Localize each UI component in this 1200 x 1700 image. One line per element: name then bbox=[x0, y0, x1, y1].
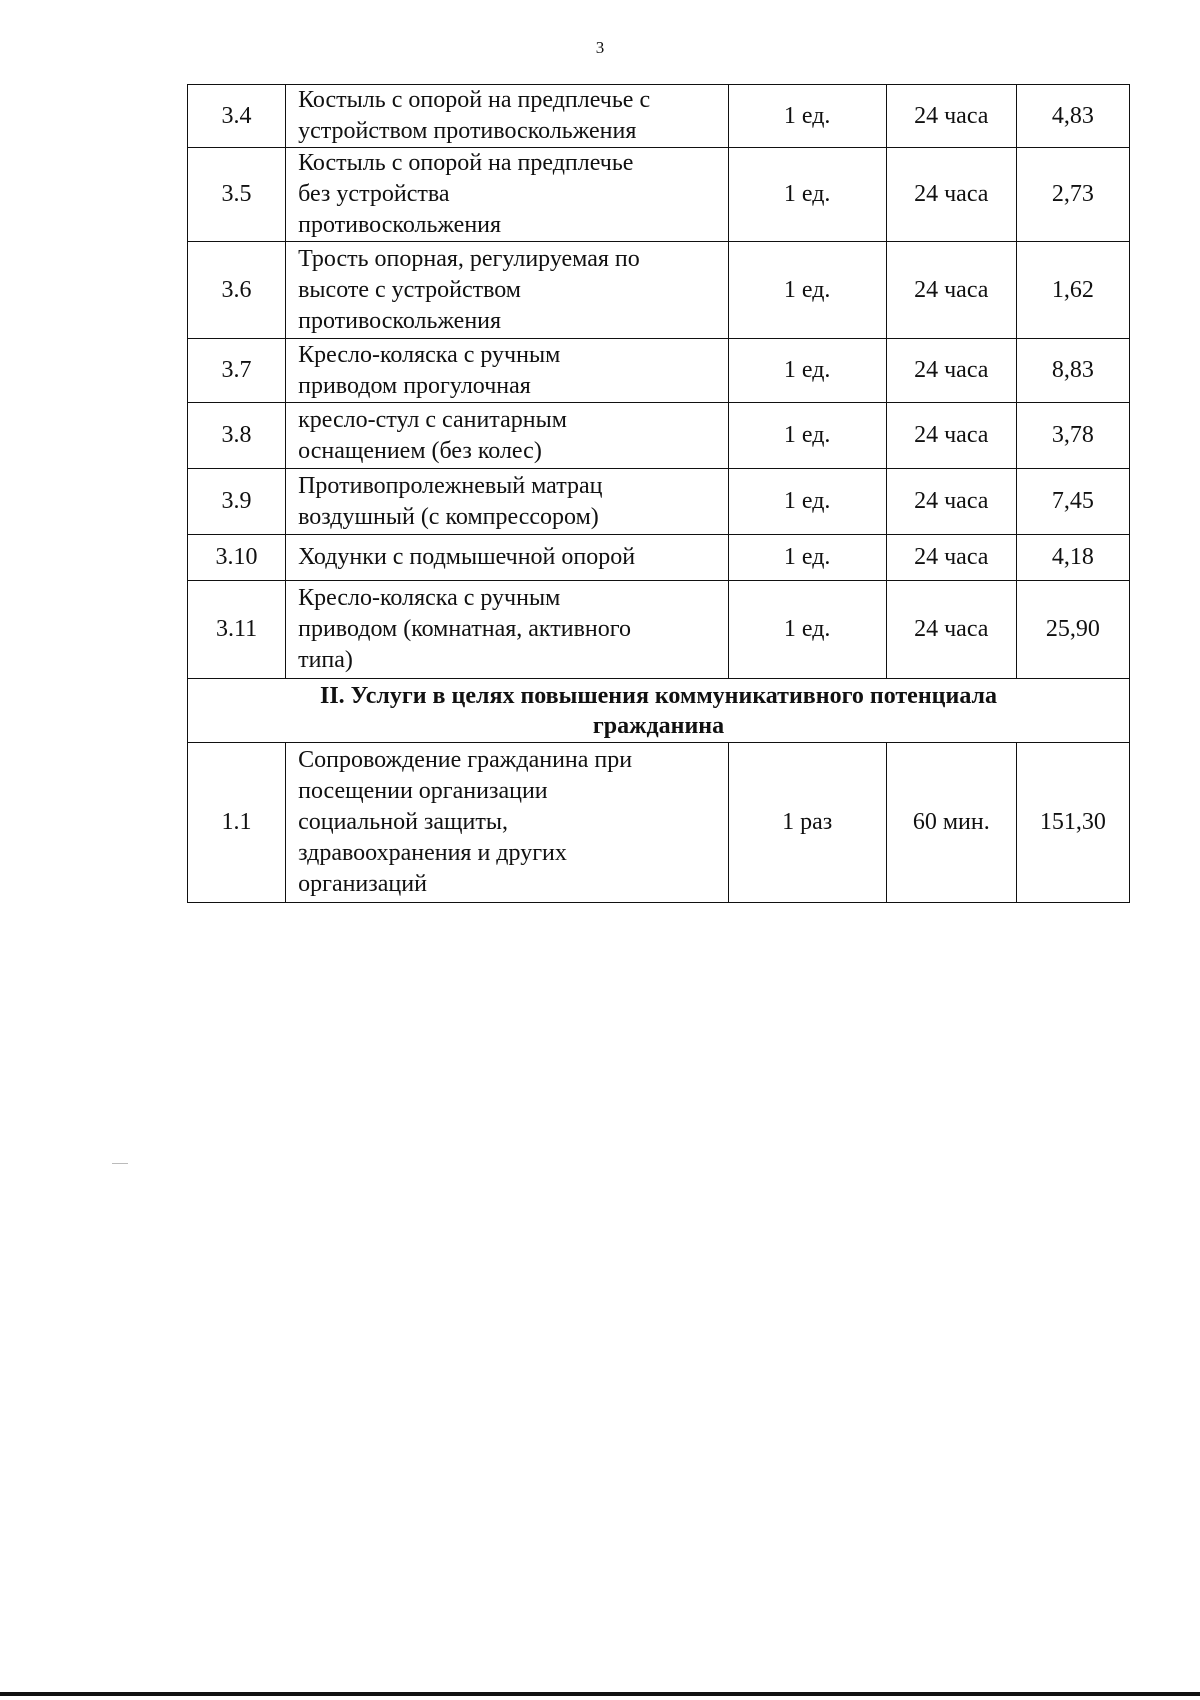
time-cell: 24 часа bbox=[886, 148, 1016, 242]
price-cell: 3,78 bbox=[1016, 403, 1129, 469]
service-name bbox=[286, 148, 728, 242]
unit-cell: 1 ед. bbox=[728, 535, 886, 581]
price-cell: 7,45 bbox=[1016, 469, 1129, 535]
row-number: 3.11 bbox=[188, 581, 286, 679]
table-row bbox=[188, 339, 1130, 403]
service-name-line: посещении организации bbox=[298, 778, 548, 804]
service-name-line: оснащением (без колес) bbox=[298, 437, 542, 464]
row-number: 1.1 bbox=[188, 743, 286, 903]
time-cell: 24 часа bbox=[886, 339, 1016, 403]
service-name bbox=[286, 242, 728, 339]
service-name-line: без устройства bbox=[298, 181, 450, 207]
service-name-line: приводом прогулочная bbox=[298, 372, 531, 399]
table-row bbox=[188, 743, 1130, 903]
unit-cell: 1 ед. bbox=[728, 339, 886, 403]
price-cell: 4,83 bbox=[1016, 85, 1129, 148]
section-title-line: II. Услуги в целях повышения коммуникативного потенциала bbox=[320, 682, 997, 709]
service-name-line: противоскольжения bbox=[298, 307, 502, 334]
row-number: 3.9 bbox=[188, 469, 286, 535]
row-number: 3.5 bbox=[188, 148, 286, 242]
table-row bbox=[188, 469, 1130, 535]
service-name-line: противоскольжения bbox=[298, 212, 502, 238]
price-cell: 25,90 bbox=[1016, 581, 1129, 679]
service-name-line: высоте с устройством bbox=[298, 276, 521, 303]
section-header-row bbox=[188, 679, 1130, 743]
unit-cell: 1 ед. bbox=[728, 148, 886, 242]
service-name-line: воздушный (с компрессором) bbox=[298, 503, 599, 530]
table-row bbox=[188, 148, 1130, 242]
row-number: 3.8 bbox=[188, 403, 286, 469]
table-row bbox=[188, 242, 1130, 339]
row-number: 3.6 bbox=[188, 242, 286, 339]
price-cell: 4,18 bbox=[1016, 535, 1129, 581]
time-cell: 24 часа bbox=[886, 469, 1016, 535]
table-row bbox=[188, 85, 1130, 148]
service-name-line: здравоохранения и других bbox=[298, 840, 567, 866]
price-cell: 8,83 bbox=[1016, 339, 1129, 403]
service-name bbox=[286, 535, 728, 581]
service-name bbox=[286, 403, 728, 469]
section-title-line: гражданина bbox=[592, 712, 725, 739]
unit-cell: 1 ед. bbox=[728, 85, 886, 148]
service-name bbox=[286, 581, 728, 679]
time-cell: 24 часа bbox=[886, 535, 1016, 581]
time-cell: 24 часа bbox=[886, 581, 1016, 679]
table-row bbox=[188, 535, 1130, 581]
service-name bbox=[286, 469, 728, 535]
service-name-line: организаций bbox=[298, 871, 427, 897]
time-cell: 60 мин. bbox=[886, 743, 1016, 903]
unit-cell: 1 ед. bbox=[728, 469, 886, 535]
service-name-line: приводом (комнатная, активного bbox=[298, 616, 632, 642]
row-number: 3.7 bbox=[188, 339, 286, 403]
service-name bbox=[286, 85, 728, 148]
table-row bbox=[188, 581, 1130, 679]
unit-cell: 1 ед. bbox=[728, 242, 886, 339]
service-name-line: Костыль с опорой на предплечье bbox=[298, 150, 634, 176]
service-name-line: социальной защиты, bbox=[298, 809, 508, 835]
page-bottom-edge bbox=[0, 1692, 1200, 1696]
service-name-line: Костыль с опорой на предплечье с bbox=[298, 87, 651, 113]
service-name-line: Противопролежневый матрац bbox=[298, 472, 603, 499]
unit-cell: 1 ед. bbox=[728, 581, 886, 679]
row-number: 3.10 bbox=[188, 535, 286, 581]
services-price-table bbox=[187, 84, 1130, 903]
service-name-line: кресло-стул с санитарным bbox=[298, 406, 567, 433]
unit-cell: 1 раз bbox=[728, 743, 886, 903]
price-cell: 2,73 bbox=[1016, 148, 1129, 242]
row-number: 3.4 bbox=[188, 85, 286, 148]
price-cell: 151,30 bbox=[1016, 743, 1129, 903]
service-name bbox=[286, 743, 728, 903]
service-name-line: устройством противоскольжения bbox=[298, 118, 637, 144]
table-row bbox=[188, 403, 1130, 469]
time-cell: 24 часа bbox=[886, 242, 1016, 339]
service-name-line: Ходунки с подмышечной опорой bbox=[298, 544, 636, 570]
service-name-line: Кресло-коляска с ручным bbox=[298, 341, 561, 368]
service-name-line: Сопровождение гражданина при bbox=[298, 747, 633, 773]
unit-cell: 1 ед. bbox=[728, 403, 886, 469]
section-title bbox=[188, 679, 1130, 743]
page-number: 3 bbox=[595, 38, 605, 57]
scan-mark bbox=[112, 1163, 128, 1164]
time-cell: 24 часа bbox=[886, 403, 1016, 469]
service-name-line: Трость опорная, регулируемая по bbox=[298, 245, 640, 272]
service-name bbox=[286, 339, 728, 403]
service-name-line: типа) bbox=[298, 647, 353, 673]
price-cell: 1,62 bbox=[1016, 242, 1129, 339]
time-cell: 24 часа bbox=[886, 85, 1016, 148]
service-name-line: Кресло-коляска с ручным bbox=[298, 585, 561, 611]
